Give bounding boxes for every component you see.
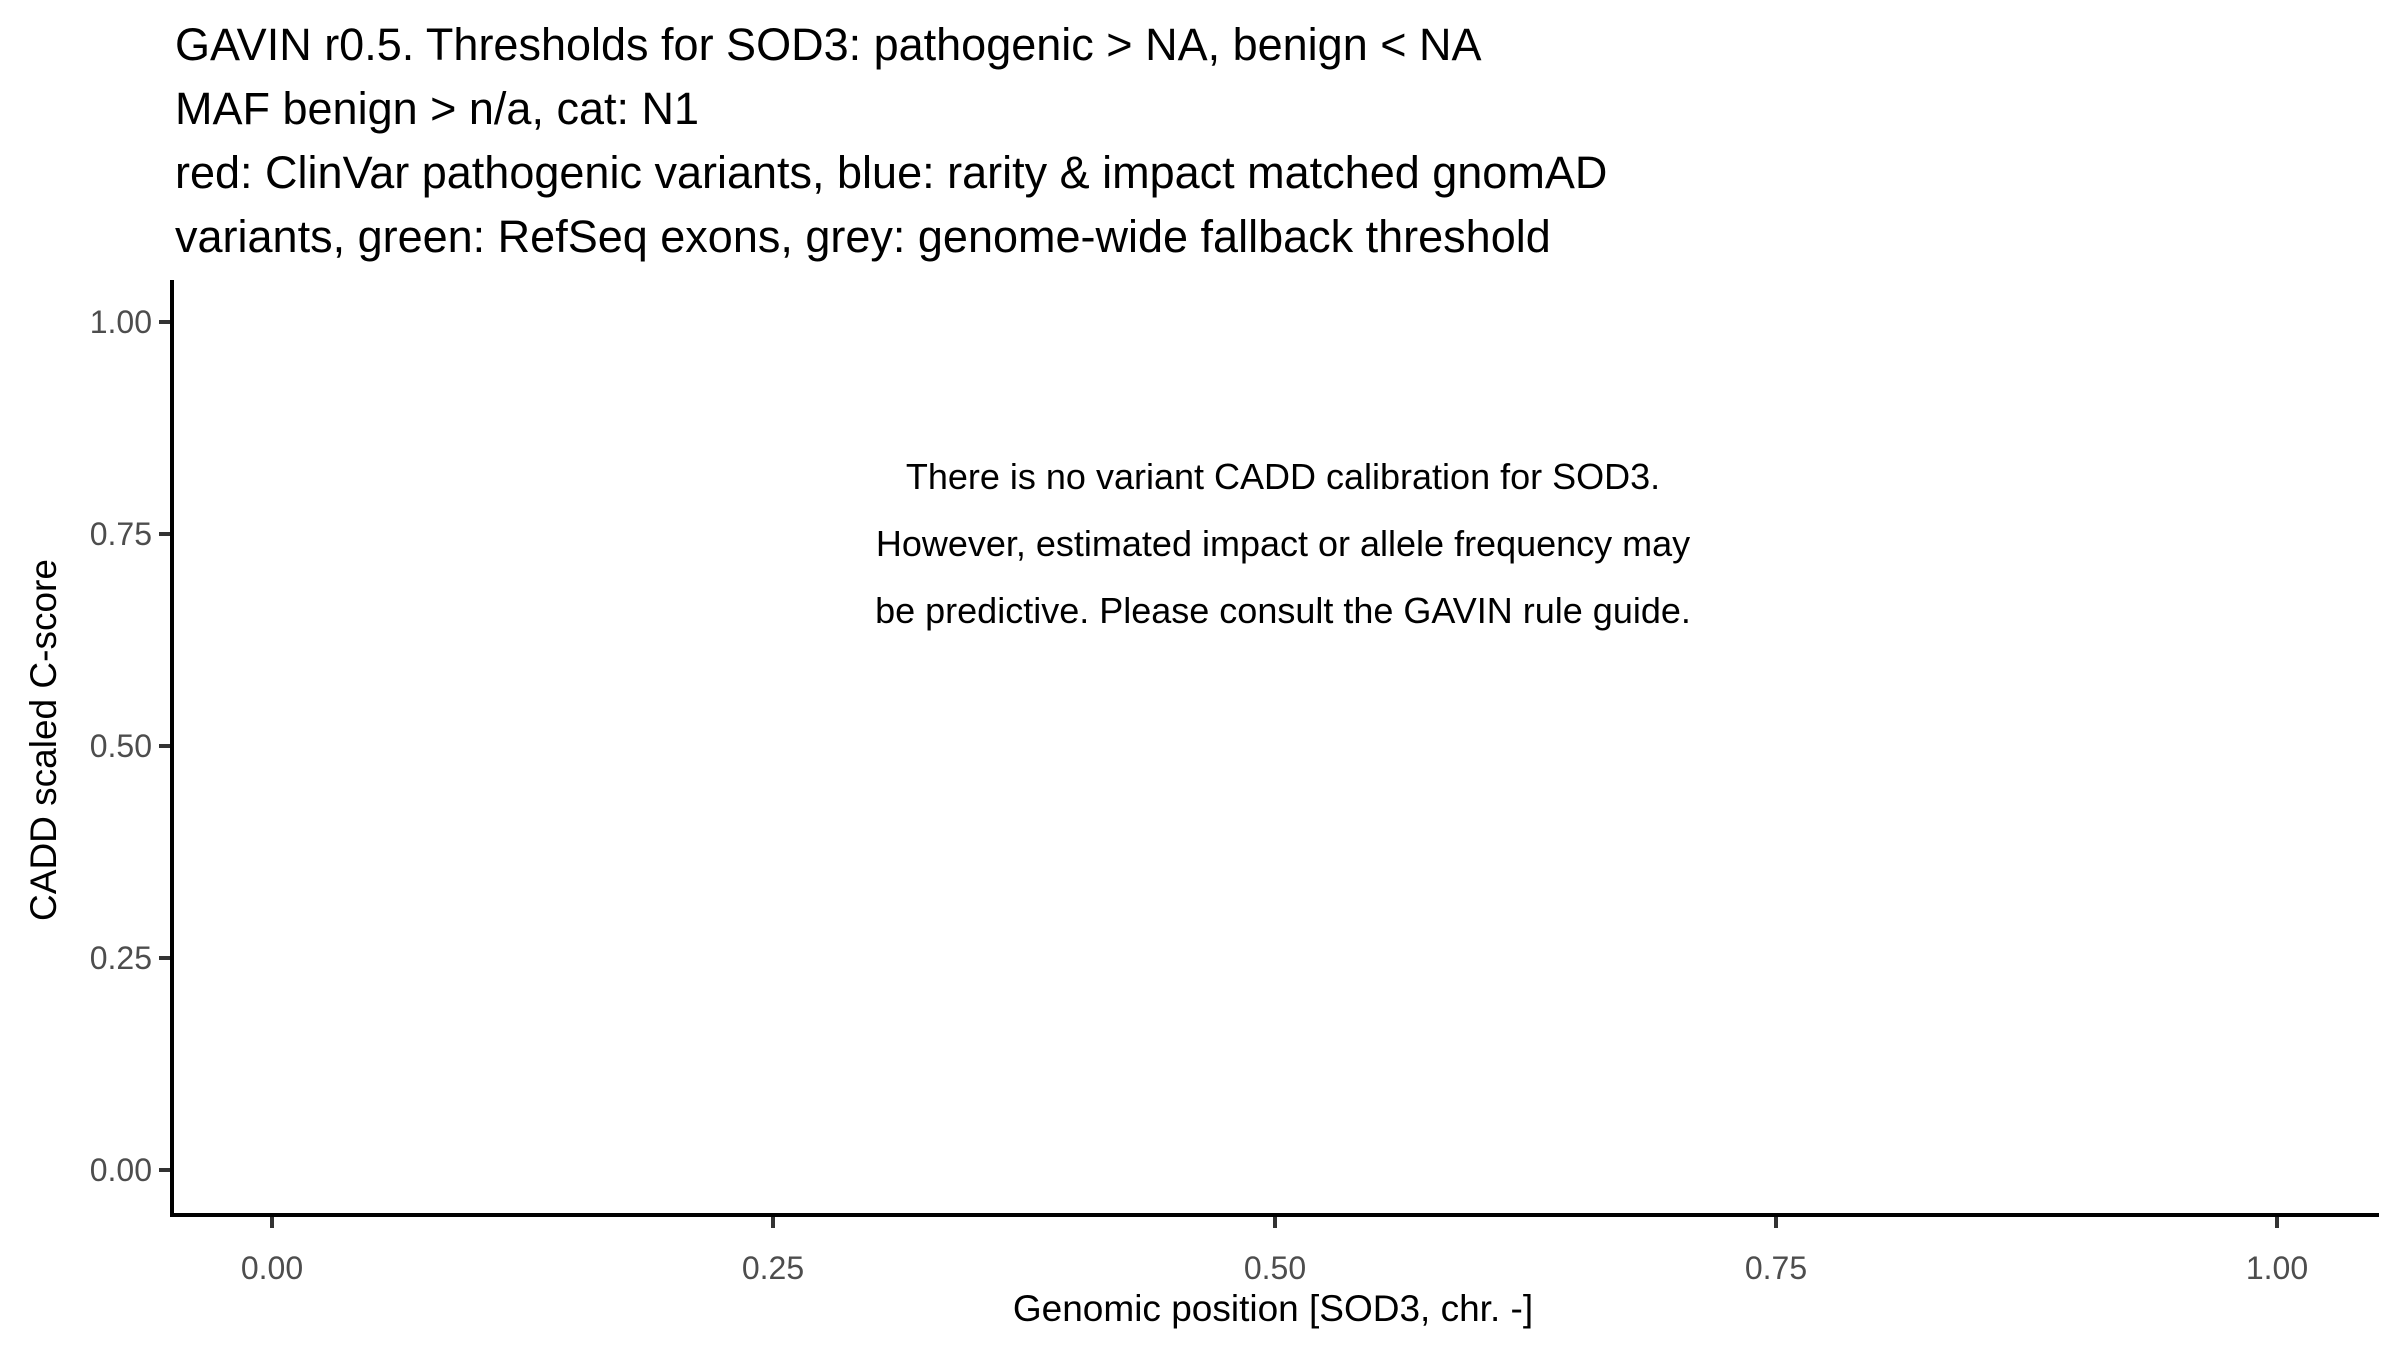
x-tick-label: 0.25 xyxy=(741,1250,805,1286)
x-tick-label: 0.00 xyxy=(240,1250,304,1286)
y-tick-label: 0.50 xyxy=(89,728,152,764)
x-tick-label: 0.75 xyxy=(1744,1250,1808,1286)
y-tick-label: 0.75 xyxy=(89,516,152,552)
y-tick-mark xyxy=(159,532,170,536)
y-tick-label: 0.00 xyxy=(89,1152,152,1188)
y-tick-mark xyxy=(159,956,170,960)
plot-title-line-4: variants, green: RefSeq exons, grey: genome-wide fallback threshold xyxy=(175,211,1551,262)
y-tick-label: 1.00 xyxy=(89,304,152,340)
x-tick-mark xyxy=(1774,1217,1778,1228)
plot-title-line-3: red: ClinVar pathogenic variants, blue: rarity & impact matched gnomAD xyxy=(175,147,1608,198)
y-tick-label: 0.25 xyxy=(89,940,152,976)
x-axis-title: Genomic position [SOD3, chr. -] xyxy=(1012,1288,1534,1329)
no-calibration-annotation xyxy=(875,443,1691,644)
plot-title xyxy=(175,13,1607,269)
plot-title-line-2: MAF benign > n/a, cat: N1 xyxy=(175,83,700,134)
x-tick-mark xyxy=(771,1217,775,1228)
x-tick-mark xyxy=(270,1217,274,1228)
x-tick-mark xyxy=(1273,1217,1277,1228)
y-tick-mark xyxy=(159,1168,170,1172)
y-axis-line xyxy=(170,280,174,1217)
y-axis-title: CADD scaled C-score xyxy=(23,559,64,921)
annotation-line-2: However, estimated impact or allele frequency may xyxy=(875,523,1691,564)
x-tick-mark xyxy=(2275,1217,2279,1228)
y-tick-mark xyxy=(159,744,170,748)
plot-title-line-1: GAVIN r0.5. Thresholds for SOD3: pathogenic > NA, benign < NA xyxy=(175,19,1482,70)
x-tick-label: 1.00 xyxy=(2245,1250,2309,1286)
annotation-line-1: There is no variant CADD calibration for SOD3. xyxy=(905,456,1661,497)
annotation-line-3: be predictive. Please consult the GAVIN rule guide. xyxy=(875,590,1691,631)
y-tick-mark xyxy=(159,320,170,324)
x-tick-label: 0.50 xyxy=(1243,1250,1307,1286)
